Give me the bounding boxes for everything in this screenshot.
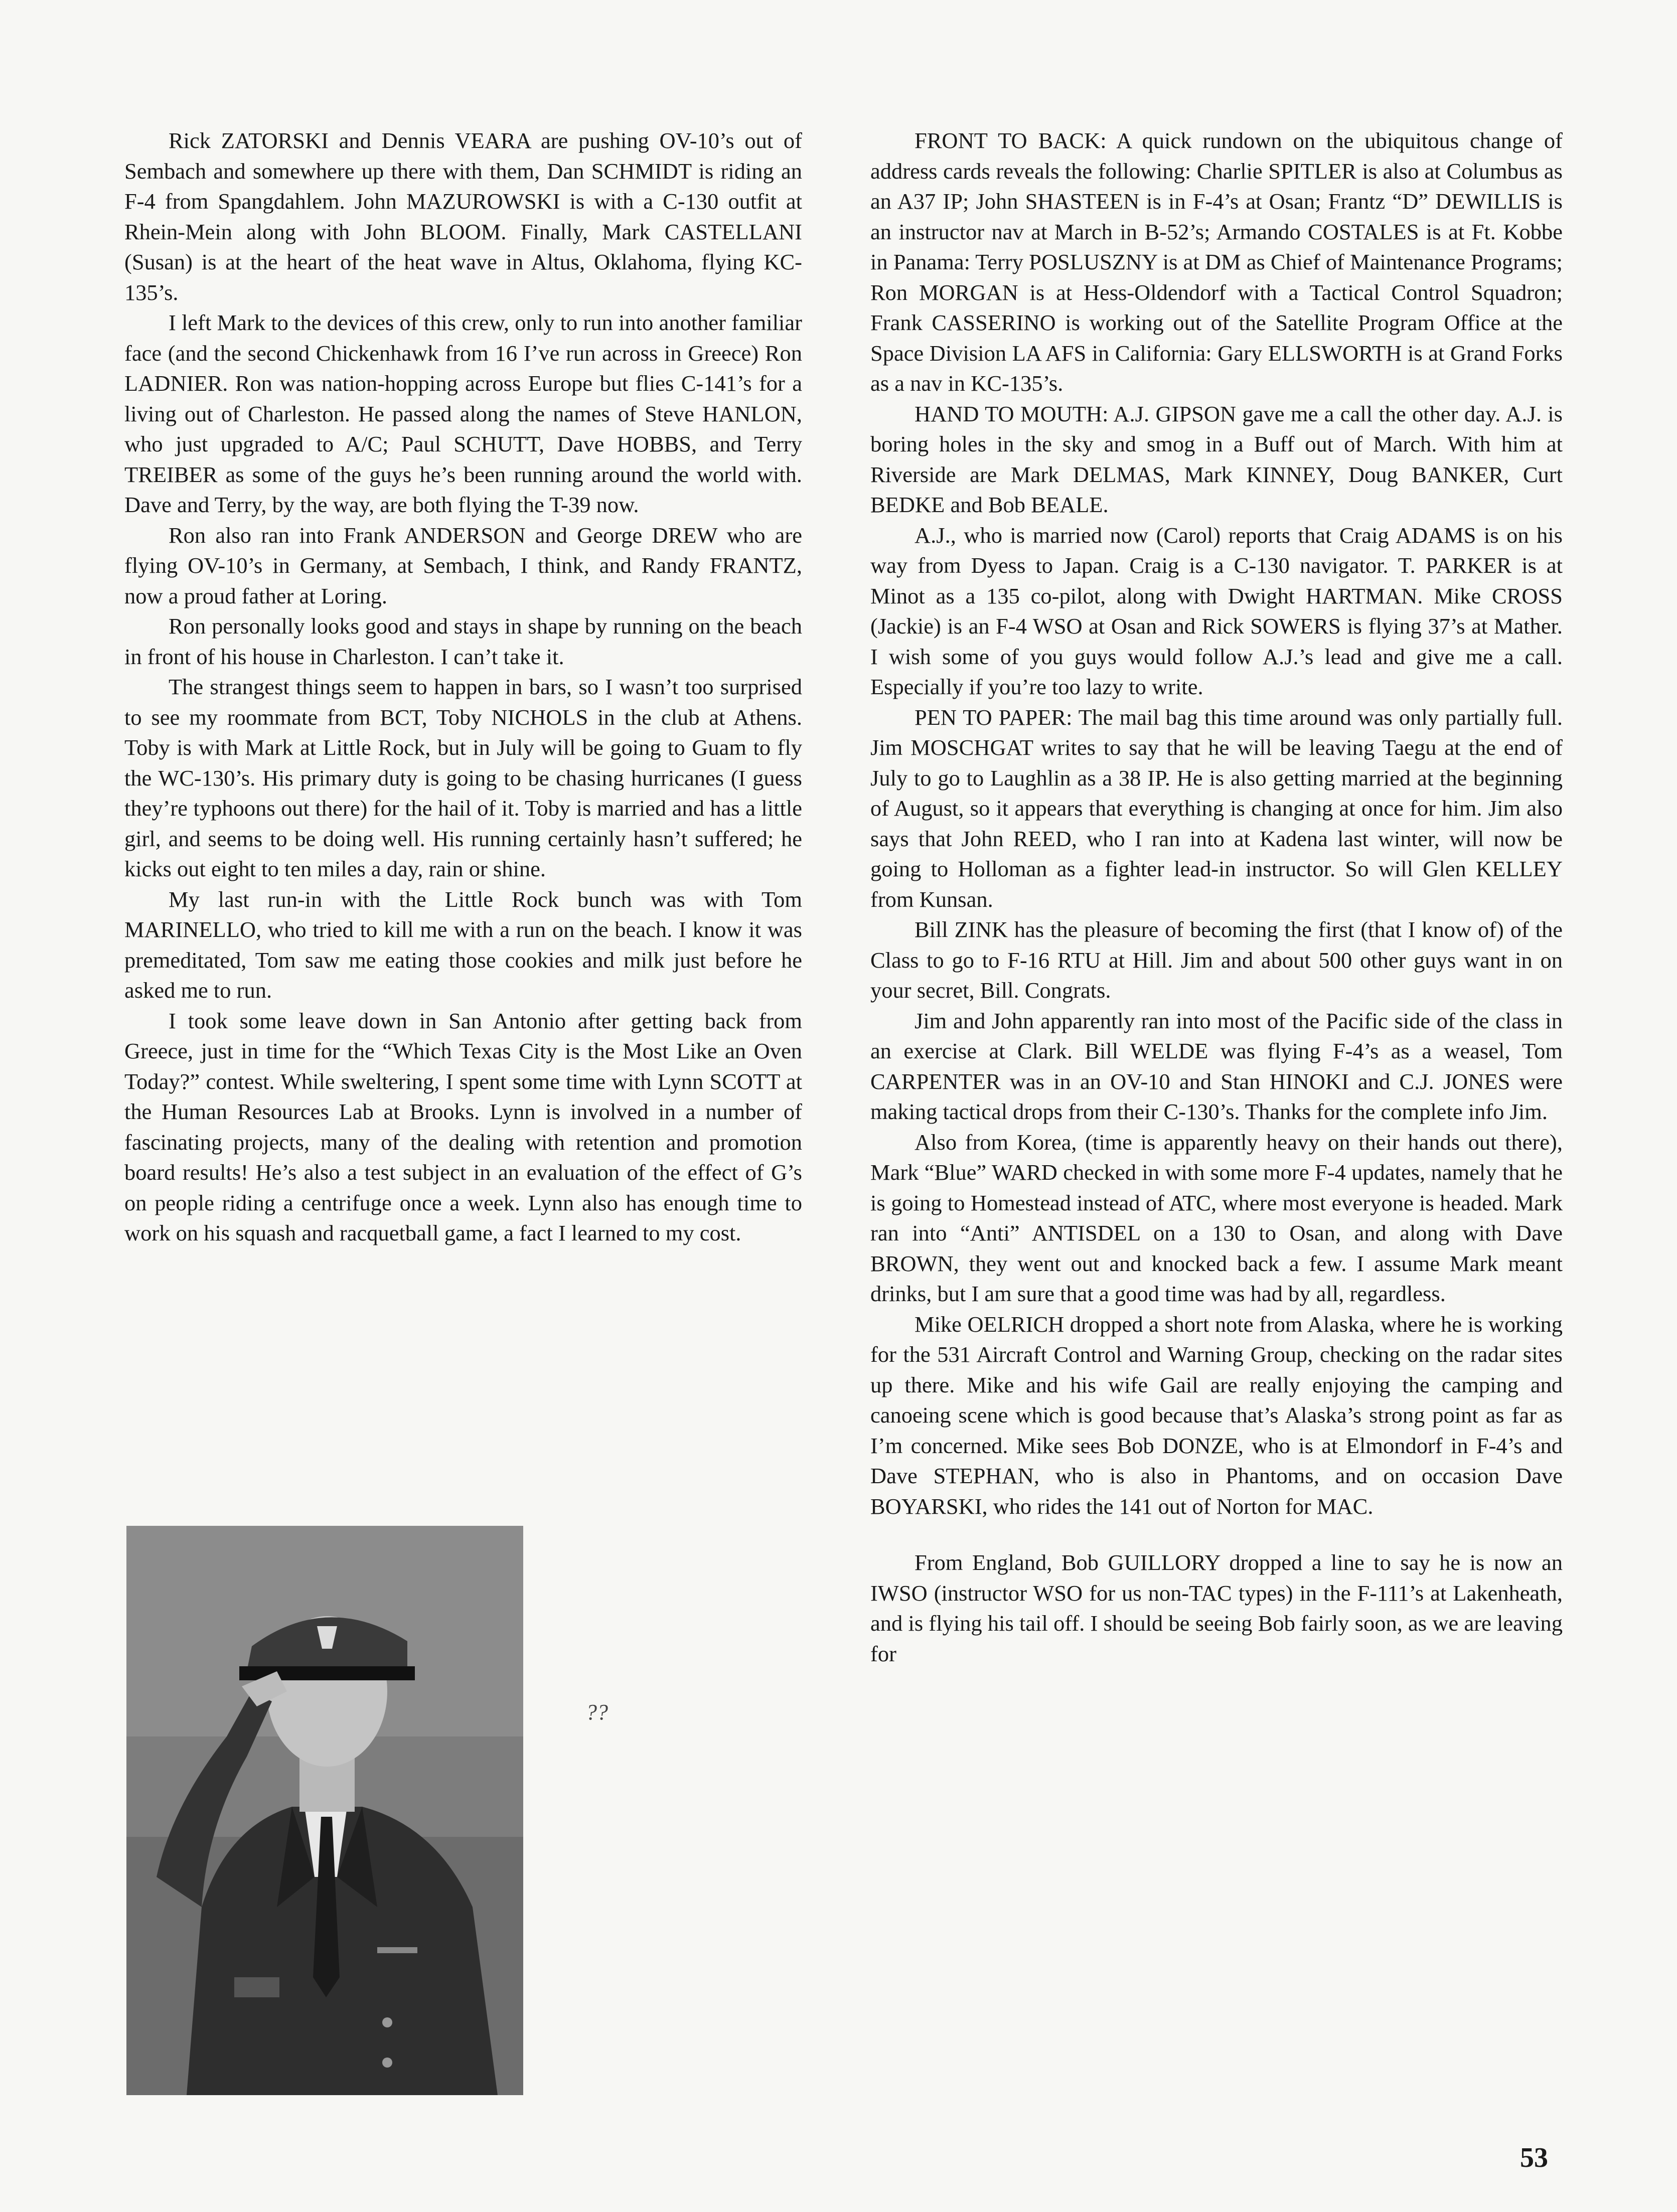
paragraph: Rick ZATORSKI and Dennis VEARA are pushing OV-10’s out of Sembach and somewhere up there with them, Dan SCHMIDT is riding an F-4 from Spangdahlem. John MAZUROWSKI is with a C-130 outfit at Rhein-Mein along with John BLOOM. Finally, Mark CASTELLANI (Susan) is at the heart of the heat wave in Altus, Oklahoma, flying KC-135’s. xyxy=(124,128,802,305)
paragraph: Ron personally looks good and stays in shape by running on the beach in front of his house in Charleston. I can’t take it. xyxy=(124,613,802,669)
paragraph: Jim and John apparently ran into most of the Pacific side of the class in an exercise at Clark. Bill WELDE was flying F-4’s as a weasel, Tom CARPENTER was in an OV-10 and Stan HINOKI and C.J. JONES were making tactical drops from their C-130’s. Thanks for the complete info Jim. xyxy=(870,1008,1563,1124)
paragraph: A.J., who is married now (Carol) reports that Craig ADAMS is on his way from Dyess to Japan. Craig is a C-130 navigator. T. PARKER is at Minot as a 135 co-pilot, along with Dwight HARTMAN. Mike CROSS (Jackie) is an F-4 WSO at Osan and Rick SOWERS is flying 37’s at Mather. I wish some of you guys would follow A.J.’s lead and give me a call. Especially if you’re too lazy to write. xyxy=(870,522,1563,699)
paragraph: Bill ZINK has the pleasure of becoming the first (that I know of) of the Class to go to F-16 RTU at Hill. Jim and about 500 other guys want in on your secret, Bill. Congrats. xyxy=(870,917,1563,1003)
paragraph: HAND TO MOUTH: A.J. GIPSON gave me a call the other day. A.J. is boring holes in the sky and smog in a Buff out of March. With him at Riverside are Mark DELMAS, Mark KINNEY, Doug BANKER, Curt BEDKE and Bob BEALE. xyxy=(870,401,1563,517)
paragraph: Ron also ran into Frank ANDERSON and George DREW who are flying OV-10’s in Germany, at Sembach, I think, and Randy FRANTZ, now a proud father at Loring. xyxy=(124,522,802,608)
paragraph: Also from Korea, (time is apparently heavy on their hands out there), Mark “Blue” WARD checked in with some more F-4 updates, namely that he is going to Homestead instead of ATC, where most everyone is headed. Mark ran into “Anti” ANTISDEL on a 130 to Osan, and along with Dave BROWN, they went out and knocked back a few. I assume Mark meant drinks, but I am sure that a good time was had by all, regardless. xyxy=(870,1129,1563,1306)
page-number: 53 xyxy=(1520,2142,1548,2173)
right-column xyxy=(870,125,1563,1669)
saluting-officer-photo xyxy=(126,1526,523,2095)
left-column xyxy=(124,125,802,1248)
paragraph: My last run-in with the Little Rock bunch was with Tom MARINELLO, who tried to kill me with a run on the beach. I know it was premeditated, Tom saw me eating those cookies and milk just before he asked me to run. xyxy=(124,886,802,1003)
paragraph: Mike OELRICH dropped a short note from Alaska, where he is working for the 531 Aircraft Control and Warning Group, checking on the radar sites up there. Mike and his wife Gail are really enjoying the camping and canoeing scene which is good because that’s Alaska’s strong point as far as I’m concerned. Mike sees Bob DONZE, who is at Elmondorf in F-4’s and Dave STEPHAN, who is also in Phantoms, and on occasion Dave BOYARSKI, who rides the 141 out of Norton for MAC. xyxy=(870,1311,1563,1519)
paragraph: PEN TO PAPER: The mail bag this time around was only partially full. Jim MOSCHGAT writes to say that he will be leaving Taegu at the end of July to go to Laughlin as a 38 IP. He is also getting married at the beginning of August, so it appears that everything is changing at once for him. Jim also says that John REED, who I ran into at Kadena last winter, will now be going to Holloman as a fighter lead-in instructor. So will Glen KELLEY from Kunsan. xyxy=(870,704,1563,912)
paragraph: The strangest things seem to happen in bars, so I wasn’t too surprised to see my roommate from BCT, Toby NICHOLS in the club at Athens. Toby is with Mark at Little Rock, but in July will be going to Guam to fly the WC-130’s. His primary duty is going to be chasing hurricanes (I guess they’re typhoons out there) for the hail of it. Toby is married and has a little girl, and seems to be doing well. His running certainly hasn’t suffered; he kicks out eight to ten miles a day, rain or shine. xyxy=(124,674,802,881)
paragraph: I took some leave down in San Antonio after getting back from Greece, just in time for the “Which Texas City is the Most Like an Oven Today?” contest. While sweltering, I spent some time with Lynn SCOTT at the Human Resources Lab at Brooks. Lynn is involved in a number of fascinating projects, many of the dealing with retention and promotion board results! He’s also a test subject in an evaluation of the effect of G’s on people riding a centrifuge once a week. Lynn also has enough time to work on his squash and racquetball game, a fact I learned to my cost. xyxy=(124,1008,802,1245)
paragraph: FRONT TO BACK: A quick rundown on the ubiquitous change of address cards reveals the following: Charlie SPITLER is also at Columbus as an A37 IP; John SHASTEEN is in F-4’s at Osan; Frantz “D” DEWILLIS is an instructor nav at March in B-52’s; Armando COSTALES is at Ft. Kobbe in Panama: Terry POSLUSZNY is at DM as Chief of Maintenance Programs; Ron MORGAN is at Hess-Oldendorf with a Tactical Control Squadron; Frank CASSERINO is working out of the Satellite Program Office at the Space Division LA AFS in California: Gary ELLSWORTH is at Grand Forks as a nav in KC-135’s. xyxy=(870,128,1563,396)
photo-caption: ?? xyxy=(586,1700,608,1724)
paragraph: From England, Bob GUILLORY dropped a line to say he is now an IWSO (instructor WSO for us non-TAC types) in the F-111’s at Lakenheath, and is flying his tail off. I should be seeing Bob fairly soon, as we are leaving for xyxy=(870,1550,1563,1666)
photo-illustration xyxy=(126,1526,523,2095)
paragraph: I left Mark to the devices of this crew, only to run into another familiar face (and the second Chickenhawk from 16 I’ve run across in Greece) Ron LADNIER. Ron was nation-hopping across Europe but flies C-141’s for a living out of Charleston. He passed along the names of Steve HANLON, who just upgraded to A/C; Paul SCHUTT, Dave HOBBS, and Terry TREIBER as some of the guys he’s been running around the world with. Dave and Terry, by the way, are both flying the T-39 now. xyxy=(124,310,802,517)
